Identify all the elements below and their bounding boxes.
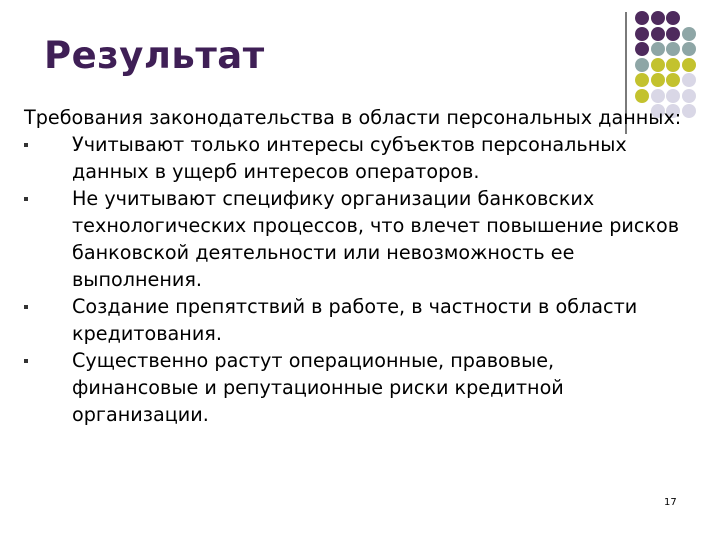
bullet-icon [24,197,28,201]
decorative-dot [666,11,680,25]
bullet-item [24,185,684,293]
intro-text: Требования законодательства в области персональных данных: [24,106,682,129]
bullet-text: Не учитывают специфику организации банковских технологических процессов, что влечет повышение рисков банковской деятельности или невозможность ее выполнения. [72,187,680,291]
bullet-item [24,347,684,428]
decorative-dot [666,58,680,72]
decorative-dot [651,89,665,103]
slide-title: Результат [44,34,265,77]
decorative-dot [651,58,665,72]
decorative-dot [651,42,665,56]
decorative-dot [635,58,649,72]
bullet-icon [24,359,28,363]
bullet-list [24,131,684,428]
bullet-item [24,293,684,347]
decorative-dot [682,58,696,72]
bullet-text: Существенно растут операционные, правовые, финансовые и репутационные риски кредитной организации. [72,349,564,426]
bullet-icon [24,305,28,309]
decorative-dot [635,27,649,41]
decorative-dot [666,73,680,87]
decorative-dot [666,42,680,56]
decorative-dot [682,42,696,56]
slide-body [24,104,684,428]
decorative-dot [666,27,680,41]
decorative-dot [635,73,649,87]
decorative-dot [635,11,649,25]
decorative-dot [651,73,665,87]
bullet-text: Создание препятствий в работе, в частности в области кредитования. [72,295,638,345]
decorative-dot [682,27,696,41]
decorative-dot [635,89,649,103]
bullet-icon [24,143,28,147]
bullet-item [24,131,684,185]
decorative-dot [666,89,680,103]
decorative-dot [651,11,665,25]
decorative-dot [682,89,696,103]
page-number: 17 [664,497,677,508]
decorative-dot [635,42,649,56]
bullet-text: Учитывают только интересы субъектов персональных данных в ущерб интересов операторов. [72,133,627,183]
decorative-dot [651,27,665,41]
decorative-dot [682,73,696,87]
